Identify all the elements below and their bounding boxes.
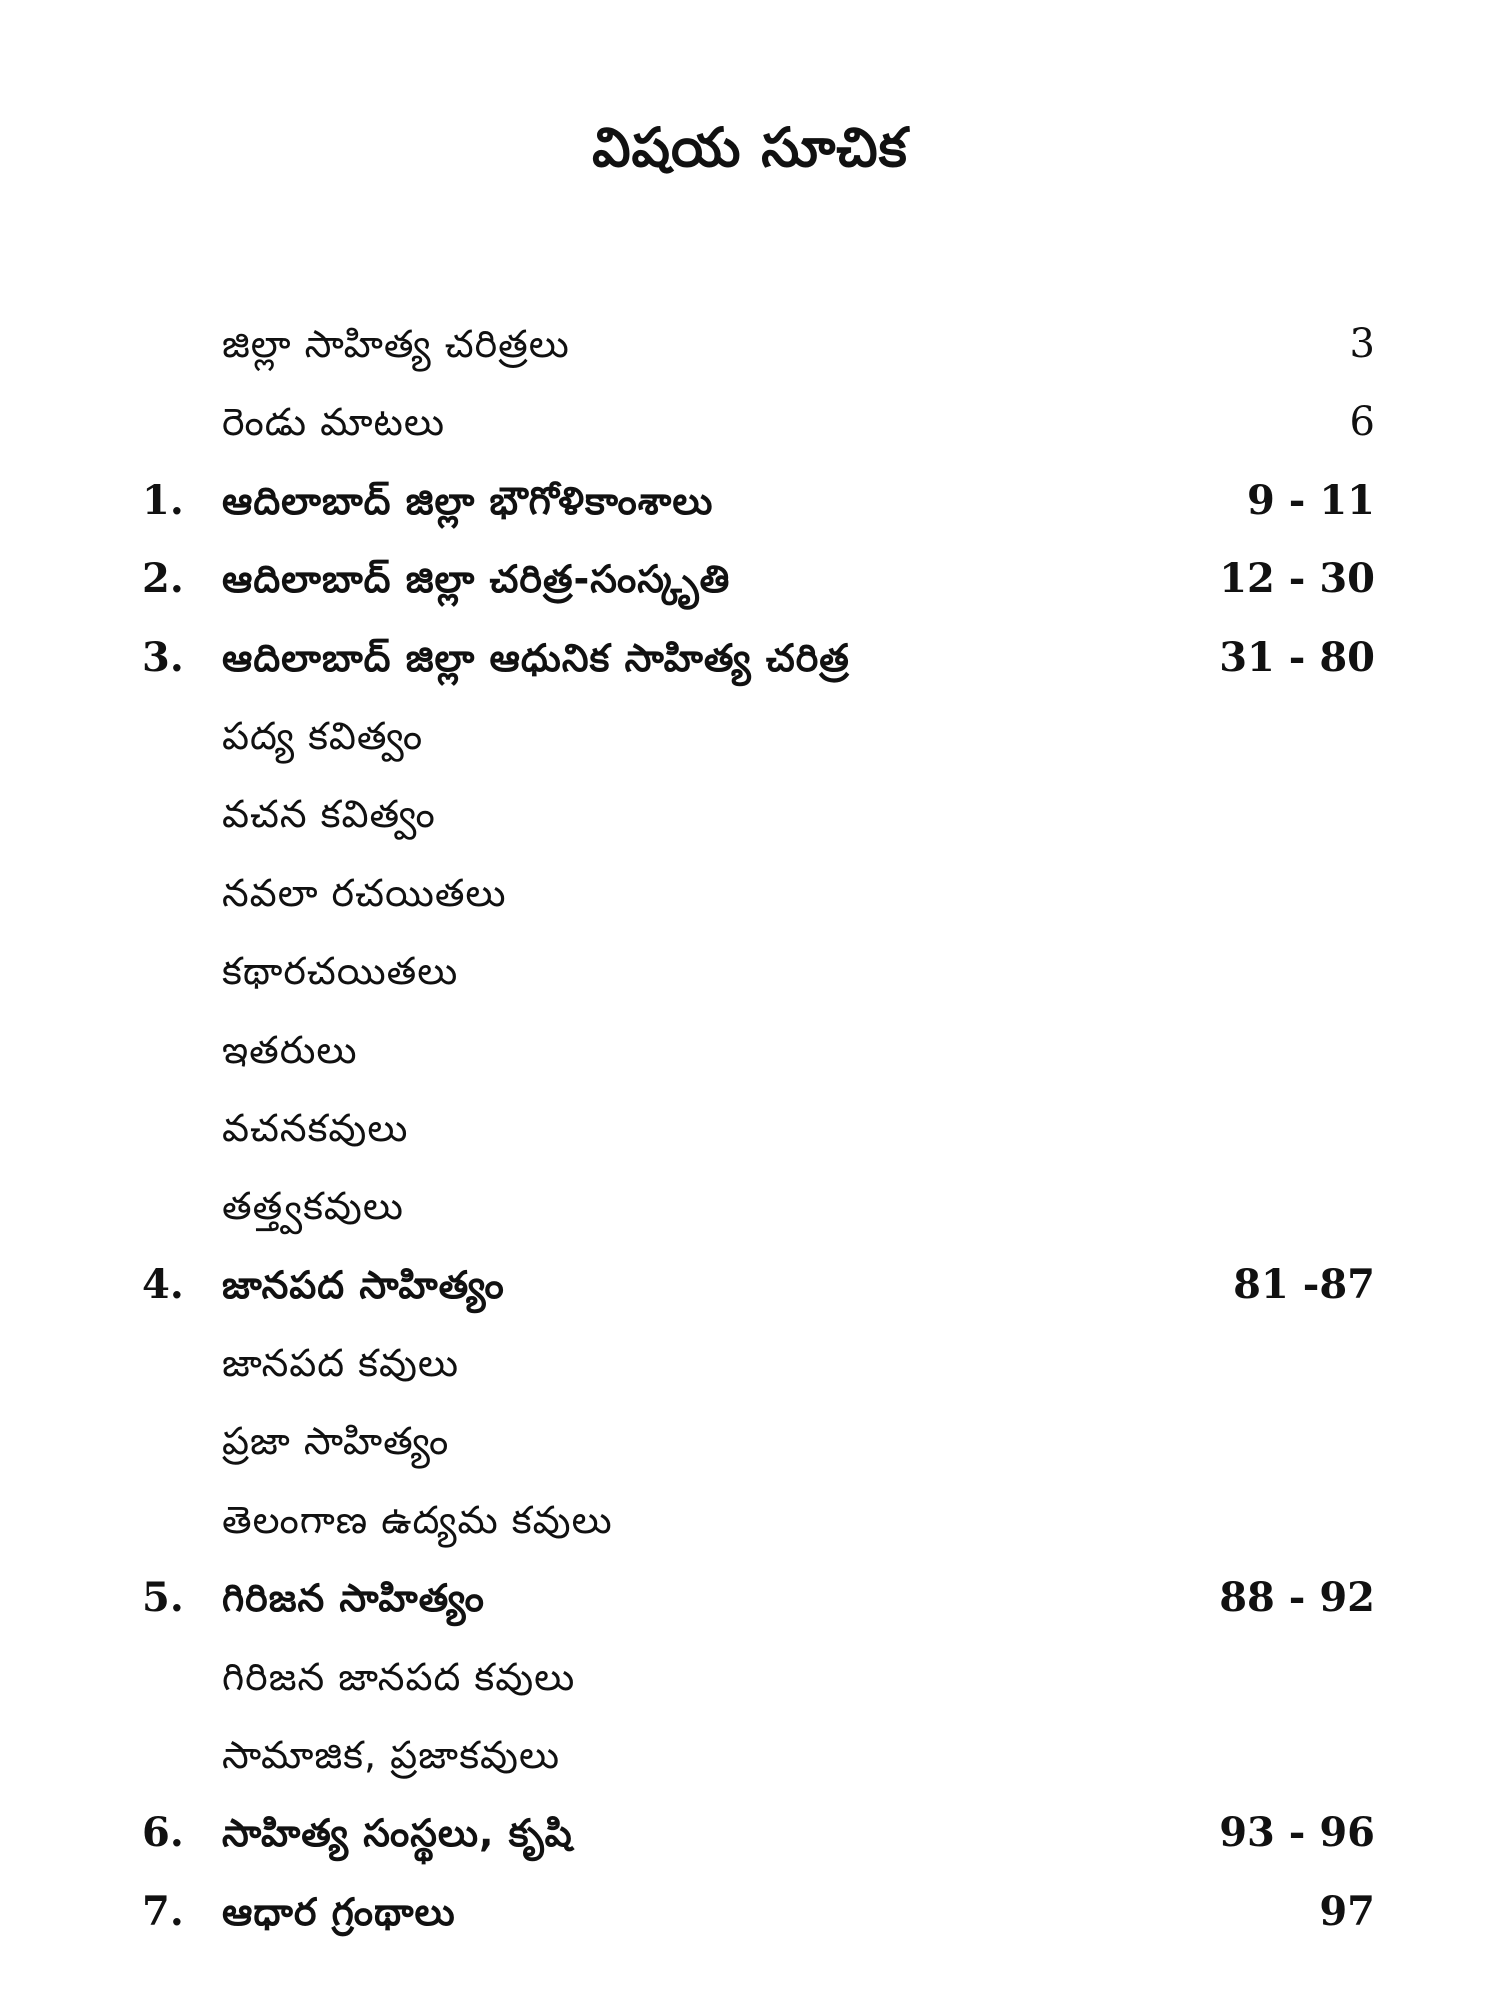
- toc-entry-label: వచనకవులు: [222, 1105, 409, 1150]
- toc-entry-label: జానపద కవులు: [222, 1341, 460, 1386]
- toc-entry-number: 5.: [142, 1574, 184, 1622]
- toc-chapter-row: [0, 540, 1500, 618]
- toc-entry-label: సాహిత్య సంస్థలు, కృషి: [222, 1811, 573, 1856]
- toc-subentry-row: [0, 1402, 1500, 1480]
- toc-entry-label: గిరిజన సాహిత్యం: [222, 1576, 485, 1621]
- toc-entry-pages: 81 -87: [1233, 1260, 1375, 1308]
- toc-subentry-row: [0, 1638, 1500, 1716]
- toc-entry-label: ఆదిలాబాద్ జిల్లా చరిత్ర-సంస్కృతి: [222, 557, 731, 602]
- toc-subentry-row: [0, 383, 1500, 461]
- toc-entry-number: 7.: [142, 1887, 184, 1935]
- toc-entry-label: వచన కవిత్వం: [222, 792, 436, 837]
- toc-entry-label: తత్త్వకవులు: [222, 1184, 404, 1229]
- toc-entry-pages: 3: [1349, 321, 1375, 367]
- toc-subentry-row: [0, 1324, 1500, 1402]
- toc-entry-pages: 9 - 11: [1247, 476, 1375, 524]
- toc-entry-number: 1.: [142, 476, 184, 524]
- toc-subentry-row: [0, 1011, 1500, 1089]
- toc-subentry-row: [0, 1481, 1500, 1559]
- toc-entry-label: గిరిజన జానపద కవులు: [222, 1654, 576, 1699]
- toc-chapter-row: [0, 1246, 1500, 1324]
- toc-entry-label: ఆదిలాబాద్ జిల్లా ఆధునిక సాహిత్య చరిత్ర: [222, 635, 850, 680]
- toc-entry-label: ఆధార గ్రంథాలు: [222, 1889, 456, 1934]
- toc-entry-number: 6.: [142, 1809, 184, 1857]
- toc-subentry-row: [0, 854, 1500, 932]
- toc-entry-label: ఇతరులు: [222, 1027, 358, 1072]
- toc-entry-label: ఆదిలాబాద్ జిల్లా భౌగోళికాంశాలు: [222, 478, 714, 523]
- toc-entry-label: ప్రజా సాహిత్యం: [222, 1419, 450, 1464]
- toc-entry-label: తెలంగాణ ఉద్యమ కవులు: [222, 1497, 613, 1542]
- toc-subentry-row: [0, 305, 1500, 383]
- toc-subentry-row: [0, 775, 1500, 853]
- toc-subentry-row: [0, 1089, 1500, 1167]
- toc-chapter-row: [0, 619, 1500, 697]
- toc-chapter-row: [0, 462, 1500, 540]
- toc-entry-pages: 6: [1349, 399, 1375, 446]
- toc-entry-label: సామాజిక, ప్రజాకవులు: [222, 1733, 561, 1778]
- page-title: విషయ సూచిక: [592, 116, 908, 179]
- toc-entry-label: జానపద సాహిత్యం: [222, 1262, 505, 1307]
- toc-subentry-row: [0, 1716, 1500, 1794]
- toc-entry-pages: 12 - 30: [1219, 555, 1375, 603]
- toc-subentry-row: [0, 697, 1500, 775]
- table-of-contents: [0, 305, 1500, 1951]
- toc-entry-pages: 88 - 92: [1219, 1574, 1375, 1622]
- toc-chapter-row: [0, 1794, 1500, 1872]
- toc-entry-pages: 31 - 80: [1219, 633, 1375, 681]
- toc-entry-label: కథారచయితలు: [222, 949, 459, 994]
- toc-entry-pages: 93 - 96: [1219, 1809, 1375, 1857]
- toc-entry-number: 2.: [142, 555, 184, 603]
- toc-entry-label: నవలా రచయితలు: [222, 870, 507, 915]
- toc-chapter-row: [0, 1559, 1500, 1637]
- toc-entry-number: 3.: [142, 633, 184, 681]
- toc-chapter-row: [0, 1873, 1500, 1951]
- toc-subentry-row: [0, 932, 1500, 1010]
- toc-entry-label: పద్య కవిత్వం: [222, 713, 424, 758]
- toc-subentry-row: [0, 1167, 1500, 1245]
- toc-entry-number: 4.: [142, 1260, 184, 1308]
- toc-entry-label: రెండు మాటలు: [222, 400, 445, 445]
- toc-entry-pages: 97: [1319, 1887, 1375, 1935]
- toc-entry-label: జిల్లా సాహిత్య చరిత్రలు: [222, 322, 570, 366]
